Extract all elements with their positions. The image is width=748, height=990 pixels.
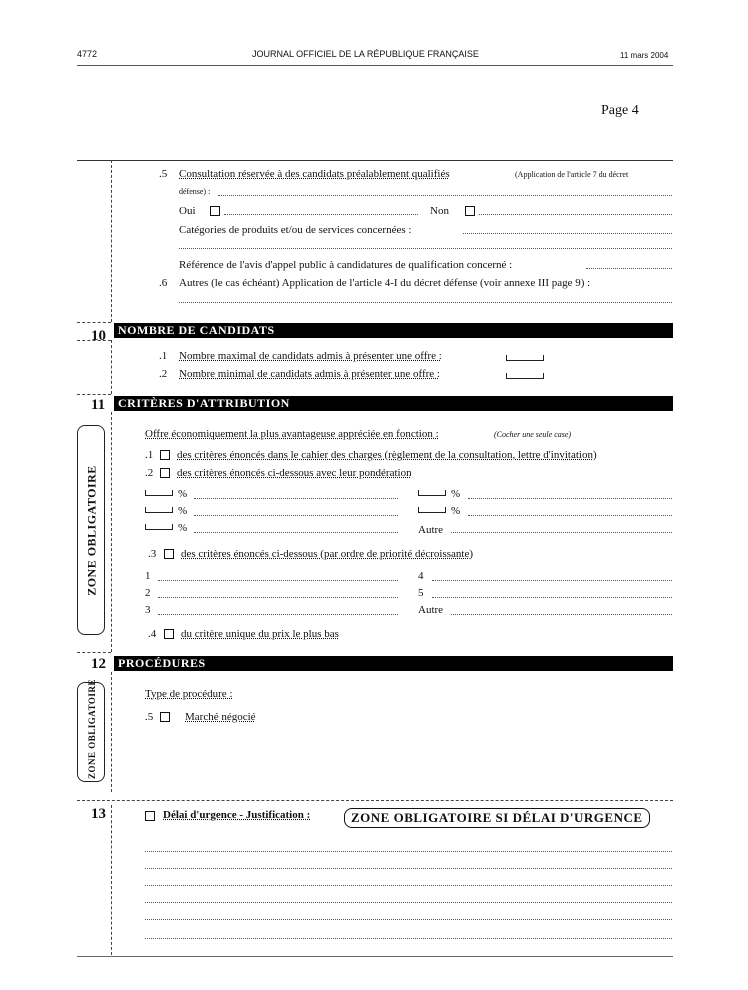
- percent-sign: %: [178, 488, 188, 500]
- percent-sign: %: [178, 522, 188, 534]
- weight-field[interactable]: [418, 490, 446, 496]
- criteria-priority-checkbox[interactable]: [164, 549, 174, 559]
- justification-line[interactable]: [145, 902, 672, 903]
- left-border: [111, 412, 112, 652]
- consultation-note-2: défense) :: [179, 187, 211, 196]
- section-divider: [77, 340, 111, 341]
- fill-line[interactable]: [158, 614, 398, 615]
- marche-negocie-checkbox[interactable]: [160, 712, 170, 722]
- page-number: 4772: [77, 49, 98, 59]
- fill-line[interactable]: [432, 580, 672, 581]
- item-number: .1: [145, 449, 154, 461]
- criteria-weighted-checkbox[interactable]: [160, 468, 170, 478]
- fill-line[interactable]: [432, 597, 672, 598]
- criteria-cahier-label: des critères énoncés dans le cahier des charges (règlement de la consultation, lettre d'invitation): [177, 449, 597, 461]
- section-divider: [77, 160, 673, 161]
- fill-line[interactable]: [194, 498, 398, 499]
- section-divider: [77, 652, 111, 653]
- section-number: 13: [91, 806, 106, 822]
- non-label: Non: [430, 205, 449, 217]
- percent-sign: %: [451, 488, 461, 500]
- criteria-lowest-price-label: du critère unique du prix le plus bas: [181, 628, 339, 640]
- section-number: 12: [91, 656, 106, 672]
- justification-line[interactable]: [145, 885, 672, 886]
- justification-line[interactable]: [145, 851, 672, 852]
- rank-number: 4: [418, 570, 424, 582]
- oui-label: Oui: [179, 205, 196, 217]
- rank-number: 1: [145, 570, 151, 582]
- fill-line[interactable]: [158, 580, 398, 581]
- fill-line[interactable]: [479, 214, 672, 215]
- oui-checkbox[interactable]: [210, 206, 220, 216]
- zone-urgence-badge: ZONE OBLIGATOIRE SI DÉLAI D'URGENCE: [344, 808, 650, 828]
- section-title: PROCÉDURES: [114, 656, 673, 671]
- justification-line[interactable]: [145, 919, 672, 920]
- fill-line[interactable]: [158, 597, 398, 598]
- fill-line[interactable]: [451, 532, 672, 533]
- fill-line[interactable]: [451, 614, 672, 615]
- left-border: [111, 672, 112, 792]
- percent-sign: %: [451, 505, 461, 517]
- item-number: .4: [148, 628, 157, 640]
- header-rule: [77, 65, 673, 66]
- fill-line[interactable]: [218, 195, 672, 196]
- weight-field[interactable]: [145, 490, 173, 496]
- bottom-rule: [77, 956, 673, 957]
- justification-line[interactable]: [145, 868, 672, 869]
- weight-field[interactable]: [418, 507, 446, 513]
- weight-field[interactable]: [145, 524, 173, 530]
- fill-line[interactable]: [468, 515, 672, 516]
- item-number: .6: [159, 277, 168, 289]
- section-divider: [77, 800, 673, 801]
- section-title: CRITÈRES D'ATTRIBUTION: [114, 396, 673, 411]
- consultation-label: Consultation réservée à des candidats préalablement qualifiés: [179, 168, 450, 180]
- item-number: .5: [145, 711, 154, 723]
- item-number: .3: [148, 548, 157, 560]
- journal-title: JOURNAL OFFICIEL DE LA RÉPUBLIQUE FRANÇAISE: [252, 49, 479, 59]
- autre-label: Autre: [418, 524, 444, 536]
- fill-line[interactable]: [194, 515, 398, 516]
- criteria-priority-label: des critères énoncés ci-dessous (par ordre de priorité décroissante): [181, 548, 473, 560]
- fill-line[interactable]: [468, 498, 672, 499]
- min-candidates-field[interactable]: [506, 373, 544, 379]
- autre-label: Autre: [418, 604, 444, 616]
- non-checkbox[interactable]: [465, 206, 475, 216]
- criteria-cahier-checkbox[interactable]: [160, 450, 170, 460]
- section-title: NOMBRE DE CANDIDATS: [114, 323, 673, 338]
- fill-line[interactable]: [224, 214, 418, 215]
- section-number: 10: [91, 328, 106, 344]
- justification-line[interactable]: [145, 938, 672, 939]
- autres-label: Autres (le cas échéant) Application de l'article 4-I du décret défense (voir annexe III page 9) :: [179, 277, 591, 289]
- procedure-type-label: Type de procédure :: [145, 688, 233, 700]
- fill-line[interactable]: [194, 532, 398, 533]
- max-candidates-field[interactable]: [506, 355, 544, 361]
- item-number: .1: [159, 350, 168, 362]
- left-border: [111, 160, 112, 322]
- fill-line[interactable]: [179, 248, 672, 249]
- rank-number: 5: [418, 587, 424, 599]
- fill-line[interactable]: [179, 302, 672, 303]
- left-border: [111, 805, 112, 955]
- criteria-intro: Offre économiquement la plus avantageuse appréciée en fonction :: [145, 428, 439, 440]
- section-number: 11: [91, 397, 106, 413]
- criteria-note: (Cocher une seule case): [494, 430, 572, 439]
- weight-field[interactable]: [145, 507, 173, 513]
- zone-obligatoire-badge: ZONE OBLIGATOIRE: [77, 425, 105, 635]
- page-label: Page 4: [601, 103, 639, 118]
- criteria-lowest-price-checkbox[interactable]: [164, 629, 174, 639]
- fill-line[interactable]: [463, 233, 672, 234]
- delai-urgence-checkbox[interactable]: [145, 811, 155, 821]
- reference-label: Référence de l'avis d'appel public à candidatures de qualification concerné :: [179, 259, 513, 271]
- item-number: .2: [145, 467, 154, 479]
- zone-obligatoire-badge: ZONE OBLIGATOIRE: [77, 682, 105, 782]
- categories-label: Catégories de produits et/ou de services concernées :: [179, 224, 412, 236]
- item-number: .5: [159, 168, 168, 180]
- item-number: .2: [159, 368, 168, 380]
- criteria-weighted-label: des critères énoncés ci-dessous avec leur pondération: [177, 467, 412, 479]
- percent-sign: %: [178, 505, 188, 517]
- section-divider: [77, 322, 111, 323]
- section-divider: [77, 394, 111, 395]
- min-candidates-label: Nombre minimal de candidats admis à présenter une offre :: [179, 368, 440, 380]
- fill-line[interactable]: [586, 268, 672, 269]
- delai-urgence-label: Délai d'urgence - Justification :: [163, 809, 311, 821]
- max-candidates-label: Nombre maximal de candidats admis à présenter une offre :: [179, 350, 442, 362]
- rank-number: 2: [145, 587, 151, 599]
- left-border: [111, 340, 112, 394]
- marche-negocie-label: Marché négocié: [185, 711, 256, 723]
- issue-date: 11 mars 2004: [620, 51, 669, 60]
- rank-number: 3: [145, 604, 151, 616]
- consultation-note: (Application de l'article 7 du décret: [515, 170, 629, 179]
